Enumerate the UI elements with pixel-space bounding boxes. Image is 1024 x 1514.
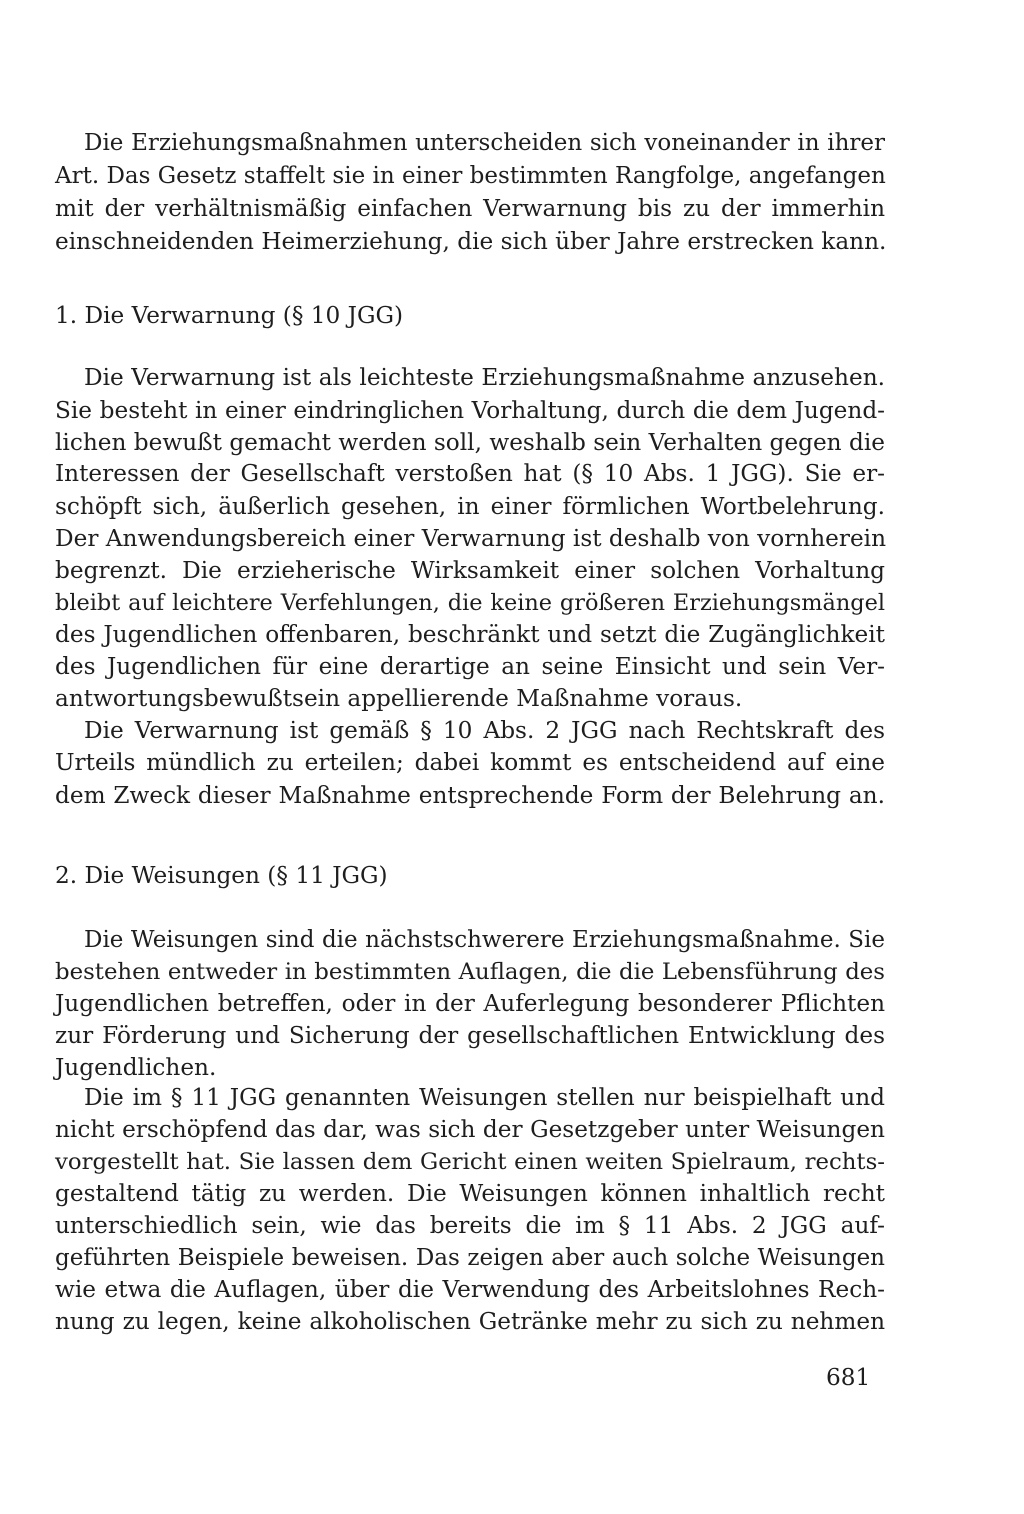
- text-line: dem Zweck dieser Maßnahme entsprechende Form der Belehrung an.: [55, 782, 885, 809]
- text-line: nicht erschöpfend das dar, was sich der Gesetzgeber unter Weisungen: [55, 1116, 885, 1143]
- text-line: Der Anwendungsbereich einer Verwarnung ist deshalb von vornherein: [55, 525, 887, 552]
- text-line: zur Förderung und Sicherung der gesellschaftlichen Entwicklung des: [55, 1022, 885, 1049]
- section-heading-verwarnung: 1. Die Verwarnung (§ 10 JGG): [55, 302, 404, 329]
- text-line: geführten Beispiele beweisen. Das zeigen aber auch solche Weisungen: [55, 1245, 885, 1271]
- text-line: Jugendlichen betreffen, oder in der Auferlegung besonderer Pflichten: [55, 990, 885, 1017]
- text-line: gestaltend tätig zu werden. Die Weisungen können inhaltlich recht: [55, 1180, 885, 1207]
- text-line: bleibt auf leichtere Verfehlungen, die keine größeren Erziehungsmängel: [55, 590, 885, 616]
- text-line: Urteils mündlich zu erteilen; dabei kommt es entscheidend auf eine: [55, 749, 885, 776]
- text-line: bestehen entweder in bestimmten Auflagen, die die Lebensführung des: [55, 959, 885, 985]
- text-line: Die Erziehungsmaßnahmen unterscheiden sich voneinander in ihrer: [84, 130, 885, 156]
- text-line: Die Weisungen sind die nächstschwerere Erziehungsmaßnahme. Sie: [84, 927, 885, 953]
- text-line: lichen bewußt gemacht werden soll, weshalb sein Verhalten gegen die: [55, 429, 885, 456]
- text-line: Die Verwarnung ist gemäß § 10 Abs. 2 JGG nach Rechtskraft des: [84, 717, 885, 744]
- text-line: begrenzt. Die erzieherische Wirksamkeit einer solchen Vorhaltung: [55, 557, 885, 584]
- text-line: Jugendlichen.: [55, 1054, 217, 1081]
- text-line: Sie besteht in einer eindringlichen Vorhaltung, durch die dem Jugend-: [55, 397, 885, 424]
- text-line: wie etwa die Auflagen, über die Verwendung des Arbeitslohnes Rech-: [55, 1276, 885, 1303]
- text-line: unterschiedlich sein, wie das bereits die im § 11 Abs. 2 JGG auf-: [55, 1212, 885, 1239]
- text-line: vorgestellt hat. Sie lassen dem Gericht einen weiten Spielraum, rechts-: [55, 1149, 885, 1175]
- text-line: mit der verhältnismäßig einfachen Verwarnung bis zu der immerhin: [55, 195, 885, 222]
- text-line: des Jugendlichen offenbaren, beschränkt und setzt die Zugänglichkeit: [55, 621, 885, 648]
- page-number: 681: [826, 1364, 871, 1391]
- text-line: Art. Das Gesetz staffelt sie in einer bestimmten Rangfolge, angefangen: [55, 163, 886, 189]
- text-line: Die im § 11 JGG genannten Weisungen stellen nur beispielhaft und: [84, 1084, 885, 1111]
- text-line: einschneidenden Heimerziehung, die sich über Jahre erstrecken kann.: [55, 228, 887, 255]
- text-line: Die Verwarnung ist als leichteste Erziehungsmaßnahme anzusehen.: [84, 364, 885, 391]
- text-line: schöpft sich, äußerlich gesehen, in einer förmlichen Wortbelehrung.: [55, 493, 885, 520]
- text-line: Interessen der Gesellschaft verstoßen hat (§ 10 Abs. 1 JGG). Sie er-: [55, 460, 885, 487]
- text-line: antwortungsbewußtsein appellierende Maßnahme voraus.: [55, 685, 743, 712]
- section-heading-weisungen: 2. Die Weisungen (§ 11 JGG): [55, 862, 388, 889]
- text-line: des Jugendlichen für eine derartige an seine Einsicht und sein Ver-: [55, 653, 885, 680]
- text-line: nung zu legen, keine alkoholischen Getränke mehr zu sich zu nehmen: [55, 1308, 885, 1335]
